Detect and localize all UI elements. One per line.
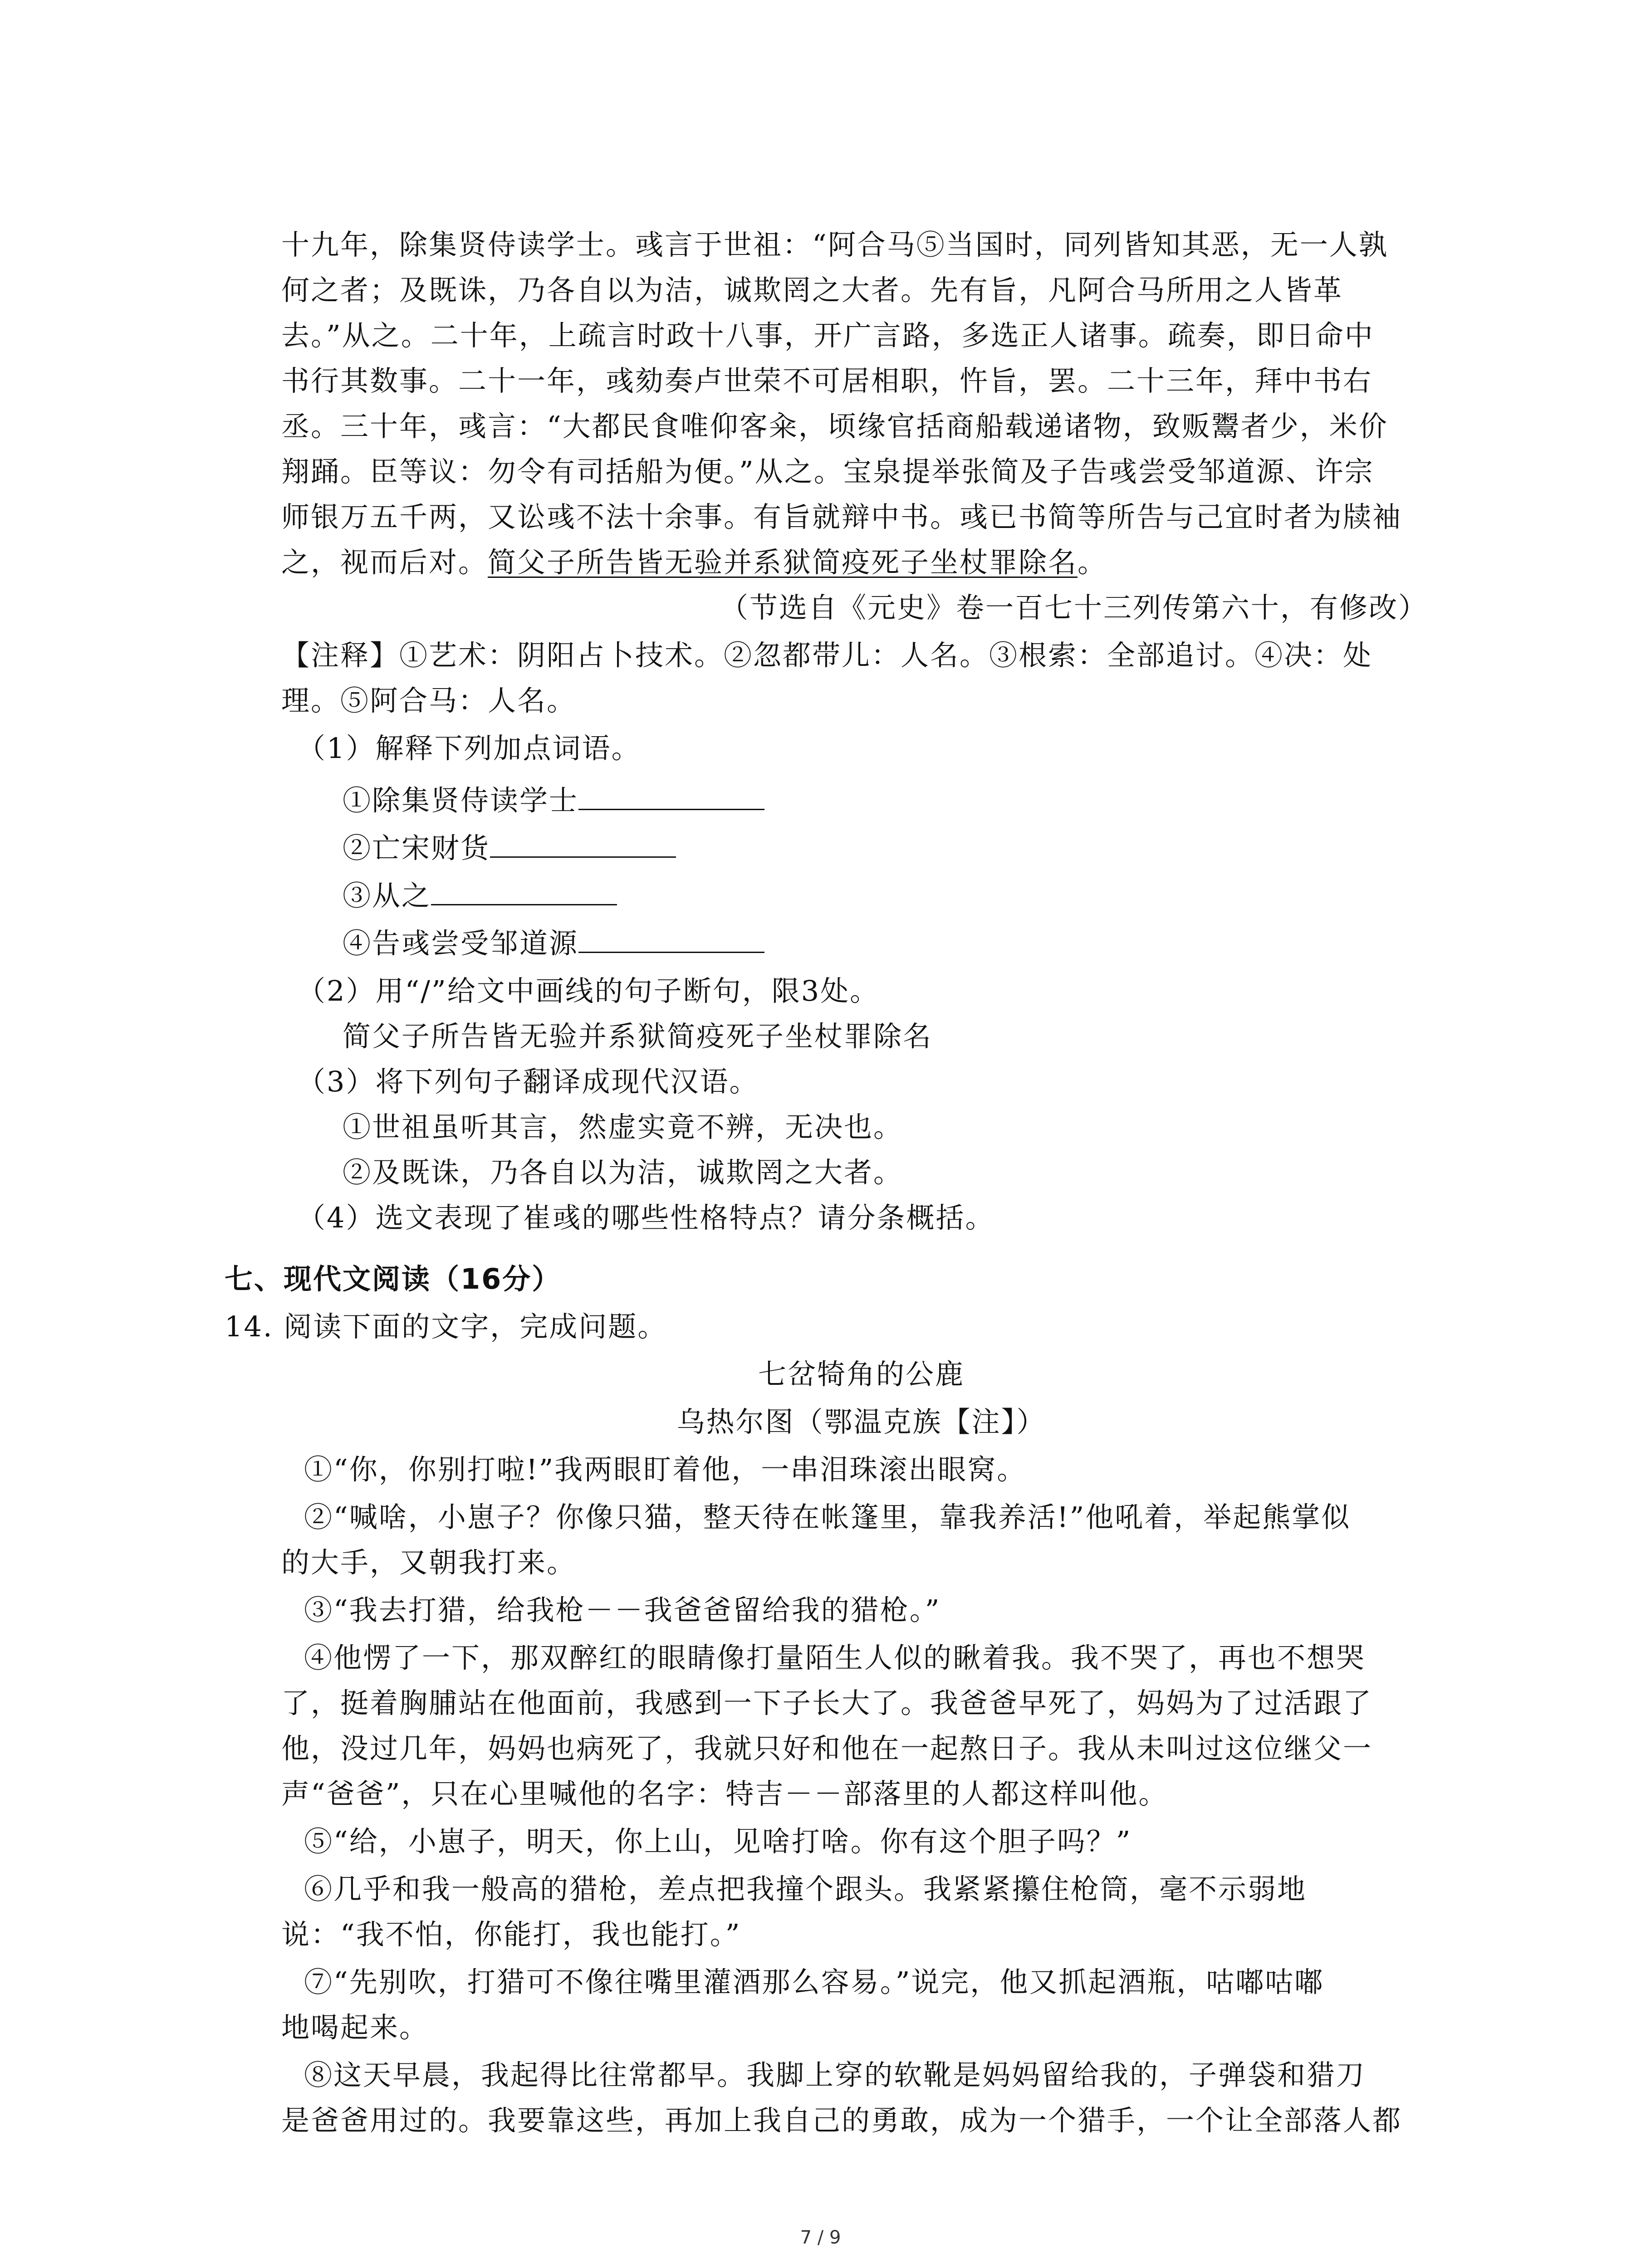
question-1-item: ②亡宋财货 (343, 823, 676, 873)
passage-line: 十九年，除集贤侍读学士。彧言于世祖：“阿合马⑤当国时，同列皆知其恶，无一人孰 (281, 228, 1388, 261)
story-paragraph-line: ③“我去打猎，给我枪－－我爸爸留给我的猎枪。” (304, 1593, 941, 1627)
story-paragraph-line: ④他愣了一下，那双醉红的眼睛像打量陌生人似的瞅着我。我不哭了，再也不想哭 (304, 1641, 1366, 1674)
story-paragraph-line: ①“你，你别打啦!”我两眼盯着他，一串泪珠滚出眼窝。 (304, 1453, 1027, 1486)
answer-blank[interactable] (578, 924, 764, 953)
story-paragraph-line: ⑦“先别吹，打猎可不像往嘴里灌酒那么容易。”说完，他又抓起酒瓶，咕嘟咕嘟 (304, 1965, 1324, 1999)
question-1-item: ④告彧尝受邹道源 (343, 919, 764, 968)
section-heading: 七、现代文阅读（16分） (225, 1262, 562, 1295)
story-author: 乌热尔图（鄂温克族【注】） (676, 1405, 1046, 1438)
annotation-line: 理。⑤阿合马：人名。 (281, 684, 577, 717)
story-paragraph-line: 声“爸爸”，只在心里喊他的名字：特吉－－部落里的人都这样叫他。 (281, 1777, 1168, 1810)
question-2: （2）用“/”给文中画线的句子断句，限3处。 (297, 974, 880, 1007)
story-paragraph-line: ⑤“给，小崽子，明天，你上山，见啥打啥。你有这个胆子吗？” (304, 1825, 1132, 1858)
story-paragraph-line: 了，挺着胸脯站在他面前，我感到一下子长大了。我爸爸早死了，妈妈为了过活跟了 (281, 1686, 1373, 1720)
question-3: （3）将下列句子翻译成现代汉语。 (297, 1065, 759, 1098)
question-1: （1）解释下列加点词语。 (297, 732, 641, 765)
answer-blank[interactable] (490, 829, 676, 858)
annotation-line: 【注释】①艺术：阴阳占卜技术。②忽都带儿：人名。③根索：全部追讨。④决：处 (281, 639, 1373, 672)
answer-blank[interactable] (431, 877, 617, 905)
question-3-item: ②及既诛，乃各自以为洁，诚欺罔之大者。 (343, 1156, 903, 1189)
question-4: （4）选文表现了崔彧的哪些性格特点？请分条概括。 (297, 1201, 995, 1234)
story-paragraph-line: 的大手，又朝我打来。 (281, 1546, 577, 1579)
story-paragraph-line: 他，没过几年，妈妈也病死了，我就只好和他在一起熬日子。我从未叫过这位继父一 (281, 1732, 1373, 1765)
question-2-sentence: 简父子所告皆无验并系狱简疫死子坐杖罪除名 (343, 1020, 933, 1053)
source-citation: （节选自《元史》卷一百七十三列传第六十，有修改） (720, 591, 1428, 624)
passage-line: 翔踊。臣等议：勿令有司括船为便。”从之。宝泉提举张简及子告彧尝受邹道源、许宗 (281, 455, 1374, 488)
story-paragraph-line: ⑥几乎和我一般高的猎枪，差点把我撞个跟头。我紧紧攥住枪筒，毫不示弱地 (304, 1872, 1307, 1906)
story-paragraph-line: ②“喊啥，小崽子？你像只猫，整天待在帐篷里，靠我养活!”他吼着，举起熊掌似 (304, 1501, 1351, 1534)
underlined-sentence: 简父子所告皆无验并系狱简疫死子坐杖罪除名 (488, 546, 1078, 579)
question-14: 14. 阅读下面的文字，完成问题。 (225, 1310, 667, 1343)
question-1-item: ③从之 (343, 871, 617, 921)
passage-line: 丞。三十年，彧言：“大都民食唯仰客籴，顷缘官括商船载递诸物，致贩鬻者少，米价 (281, 410, 1388, 443)
story-title: 七岔犄角的公鹿 (758, 1358, 965, 1391)
story-paragraph-line: 是爸爸用过的。我要靠这些，再加上我自己的勇敢，成为一个猎手，一个让全部落人都 (281, 2104, 1402, 2137)
passage-line: 之，视而后对。简父子所告皆无验并系狱简疫死子坐杖罪除名。 (281, 546, 1107, 579)
question-1-item: ①除集贤侍读学士 (343, 776, 764, 826)
story-paragraph-line: ⑧这天早晨，我起得比往常都早。我脚上穿的软靴是妈妈留给我的，子弹袋和猎刀 (304, 2058, 1366, 2092)
passage-line: 何之者；及既诛，乃各自以为洁，诚欺罔之大者。先有旨，凡阿合马所用之人皆革 (281, 274, 1343, 307)
page-number: 7 / 9 (800, 2227, 841, 2248)
story-paragraph-line: 说：“我不怕，你能打，我也能打。” (281, 1918, 741, 1951)
passage-line: 去。”从之。二十年，上疏言时政十八事，开广言路，多选正人诸事。疏奏，即日命中 (281, 319, 1374, 352)
story-paragraph-line: 地喝起来。 (281, 2011, 429, 2044)
question-3-item: ①世祖虽听其言，然虚实竟不辨，无决也。 (343, 1110, 903, 1144)
passage-line: 书行其数事。二十一年，彧劾奏卢世荣不可居相职，忤旨，罢。二十三年，拜中书右 (281, 364, 1373, 397)
passage-line: 师银万五千两，又讼彧不法十余事。有旨就辩中书。彧已书简等所告与己宜时者为牍袖 (281, 500, 1402, 533)
answer-blank[interactable] (578, 782, 764, 810)
